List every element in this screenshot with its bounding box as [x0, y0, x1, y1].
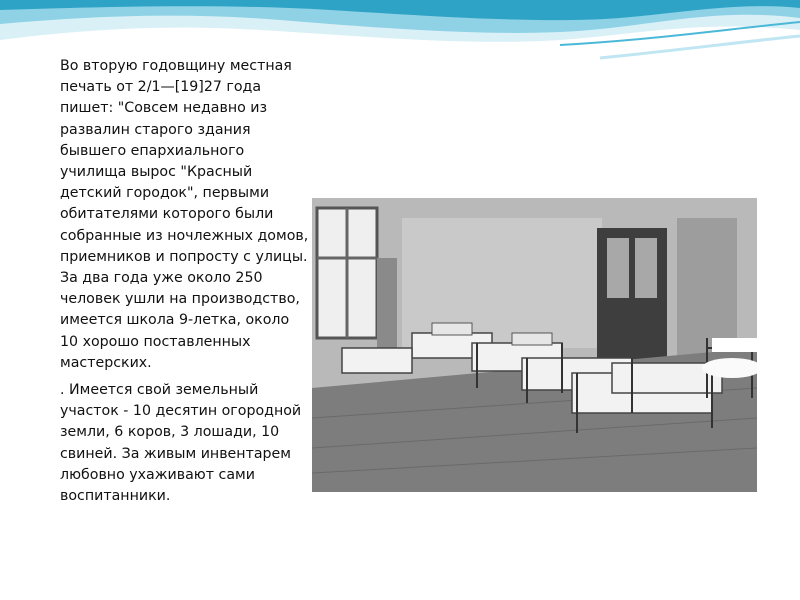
historical-dormitory-photo: [312, 198, 757, 492]
paragraph-secondary: . Имеется свой земельный участок - 10 десятин огородной земли, 6 коров, 3 лошади, 10 свиней. За живым инвентарем любовно ухаживают сами воспитанники.: [60, 382, 302, 505]
paragraph-main: Во вторую годовщину местная печать от 2/1—[19]27 года пишет: "Совсем недавно из развалин старого здания бывшего епархиального училища вырос "Красный детский городок", первыми обитателями которого были собранные из ночлежных домов, приемников и попросту с улицы. За два года уже около 250 человек ушли на производство, имеется школа 9-летка, около 10 хорошо поставленных мастерских.: [60, 58, 309, 371]
slide-text: [60, 56, 310, 507]
dormitory-photo-drawing: [312, 198, 757, 492]
